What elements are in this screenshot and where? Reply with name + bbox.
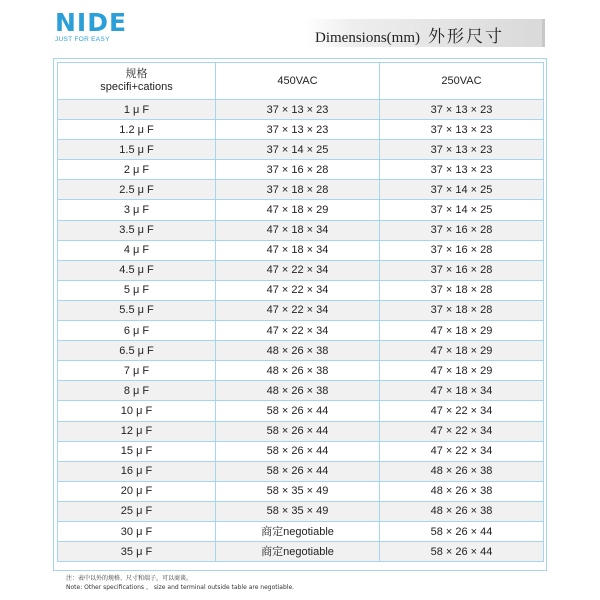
dim-250vac-cell: 47 × 22 × 34 (380, 401, 544, 421)
page-title-bar (305, 19, 545, 47)
dim-250vac-cell: 37 × 18 × 28 (380, 280, 544, 300)
dim-250vac-cell: 47 × 22 × 34 (380, 441, 544, 461)
dim-250vac-cell: 47 × 18 × 29 (380, 361, 544, 381)
dim-450vac-cell: 58 × 26 × 44 (216, 461, 380, 481)
brand-tagline: JUST FOR EASY (55, 36, 110, 43)
spec-cell: 12 μ F (58, 421, 216, 441)
table-row (58, 140, 544, 160)
header-spec-en: specifi+cations (100, 81, 173, 93)
spec-cell: 15 μ F (58, 441, 216, 461)
header-specifications (58, 63, 216, 100)
dim-450vac-cell: 47 × 18 × 34 (216, 220, 380, 240)
dim-250vac-cell: 47 × 18 × 29 (380, 321, 544, 341)
dim-450vac-cell: 47 × 22 × 34 (216, 260, 380, 280)
table-row (58, 481, 544, 501)
dim-450vac-cell: 47 × 18 × 34 (216, 240, 380, 260)
dim-450vac-cell: 37 × 13 × 23 (216, 100, 380, 120)
spec-cell: 16 μ F (58, 461, 216, 481)
dim-450vac-cell: 58 × 26 × 44 (216, 441, 380, 461)
spec-cell: 4 μ F (58, 240, 216, 260)
dim-450vac-cell: 48 × 26 × 38 (216, 361, 380, 381)
spec-cell: 1.2 μ F (58, 120, 216, 140)
dim-450vac-cell: 47 × 22 × 34 (216, 321, 380, 341)
spec-cell: 3.5 μ F (58, 220, 216, 240)
spec-cell: 20 μ F (58, 481, 216, 501)
page-title (315, 22, 504, 47)
dim-250vac-cell: 37 × 13 × 23 (380, 120, 544, 140)
table-row (58, 240, 544, 260)
dim-450vac-cell: 37 × 16 × 28 (216, 160, 380, 180)
dim-250vac-cell: 47 × 18 × 29 (380, 341, 544, 361)
spec-cell: 2 μ F (58, 160, 216, 180)
table-row (58, 421, 544, 441)
dim-450vac-cell: 商定negotiable (216, 542, 380, 562)
dim-250vac-cell: 58 × 26 × 44 (380, 542, 544, 562)
spec-cell: 1 μ F (58, 100, 216, 120)
spec-cell: 10 μ F (58, 401, 216, 421)
dim-250vac-cell: 37 × 16 × 28 (380, 260, 544, 280)
header-spec-cn: 规格 (125, 68, 148, 80)
dim-250vac-cell: 47 × 22 × 34 (380, 421, 544, 441)
table-row (58, 401, 544, 421)
table-row (58, 461, 544, 481)
dim-250vac-cell: 48 × 26 × 38 (380, 461, 544, 481)
table-row (58, 501, 544, 521)
spec-cell: 8 μ F (58, 381, 216, 401)
table-row (58, 220, 544, 240)
brand-name: NIDE (55, 8, 128, 37)
dim-450vac-cell: 商定negotiable (216, 521, 380, 541)
dim-250vac-cell: 37 × 13 × 23 (380, 140, 544, 160)
table-row (58, 100, 544, 120)
dim-450vac-cell: 58 × 35 × 49 (216, 501, 380, 521)
spec-cell: 2.5 μ F (58, 180, 216, 200)
spec-cell: 1.5 μ F (58, 140, 216, 160)
page-title-english: Dimensions(mm) (315, 30, 420, 46)
dim-450vac-cell: 37 × 14 × 25 (216, 140, 380, 160)
spec-cell: 5.5 μ F (58, 300, 216, 320)
spec-cell: 35 μ F (58, 542, 216, 562)
table-row (58, 381, 544, 401)
dim-450vac-cell: 47 × 22 × 34 (216, 300, 380, 320)
table-row (58, 180, 544, 200)
dim-250vac-cell: 37 × 14 × 25 (380, 200, 544, 220)
footnote (66, 574, 294, 592)
dim-250vac-cell: 47 × 18 × 34 (380, 381, 544, 401)
table-header-row (58, 63, 544, 100)
spec-cell: 7 μ F (58, 361, 216, 381)
dim-250vac-cell: 48 × 26 × 38 (380, 481, 544, 501)
dim-250vac-cell: 37 × 18 × 28 (380, 300, 544, 320)
dim-450vac-cell: 37 × 18 × 28 (216, 180, 380, 200)
table-row (58, 280, 544, 300)
brand-logo (55, 10, 145, 50)
spec-cell: 30 μ F (58, 521, 216, 541)
table-row (58, 260, 544, 280)
table-row (58, 300, 544, 320)
table-row (58, 521, 544, 541)
dim-450vac-cell: 48 × 26 × 38 (216, 341, 380, 361)
table-body (58, 100, 544, 562)
spec-cell: 25 μ F (58, 501, 216, 521)
dim-250vac-cell: 48 × 26 × 38 (380, 501, 544, 521)
table-row (58, 120, 544, 140)
dim-450vac-cell: 47 × 18 × 29 (216, 200, 380, 220)
header-250vac: 250VAC (380, 63, 544, 100)
dim-450vac-cell: 58 × 26 × 44 (216, 421, 380, 441)
spec-cell: 6 μ F (58, 321, 216, 341)
footnote-chinese: 注：表中以外的规格、尺寸和端子，可以商谈。 (66, 575, 193, 582)
dim-450vac-cell: 58 × 35 × 49 (216, 481, 380, 501)
dim-250vac-cell: 58 × 26 × 44 (380, 521, 544, 541)
dim-450vac-cell: 47 × 22 × 34 (216, 280, 380, 300)
spec-cell: 3 μ F (58, 200, 216, 220)
dim-450vac-cell: 58 × 26 × 44 (216, 401, 380, 421)
table-row (58, 361, 544, 381)
dim-250vac-cell: 37 × 13 × 23 (380, 100, 544, 120)
footnote-english: Note: Other specifications ， size and terminal outside table are negotiable. (66, 584, 295, 591)
table-row (58, 160, 544, 180)
table-row (58, 542, 544, 562)
table-row (58, 321, 544, 341)
table-row (58, 441, 544, 461)
table-row (58, 200, 544, 220)
spec-cell: 6.5 μ F (58, 341, 216, 361)
table-row (58, 341, 544, 361)
dim-250vac-cell: 37 × 16 × 28 (380, 240, 544, 260)
dim-250vac-cell: 37 × 14 × 25 (380, 180, 544, 200)
dimensions-table (57, 62, 544, 562)
spec-cell: 5 μ F (58, 280, 216, 300)
dim-450vac-cell: 37 × 13 × 23 (216, 120, 380, 140)
dim-250vac-cell: 37 × 16 × 28 (380, 220, 544, 240)
dim-450vac-cell: 48 × 26 × 38 (216, 381, 380, 401)
dim-250vac-cell: 37 × 13 × 23 (380, 160, 544, 180)
spec-cell: 4.5 μ F (58, 260, 216, 280)
header-450vac: 450VAC (216, 63, 380, 100)
page-title-chinese: 外形尺寸 (428, 27, 504, 47)
